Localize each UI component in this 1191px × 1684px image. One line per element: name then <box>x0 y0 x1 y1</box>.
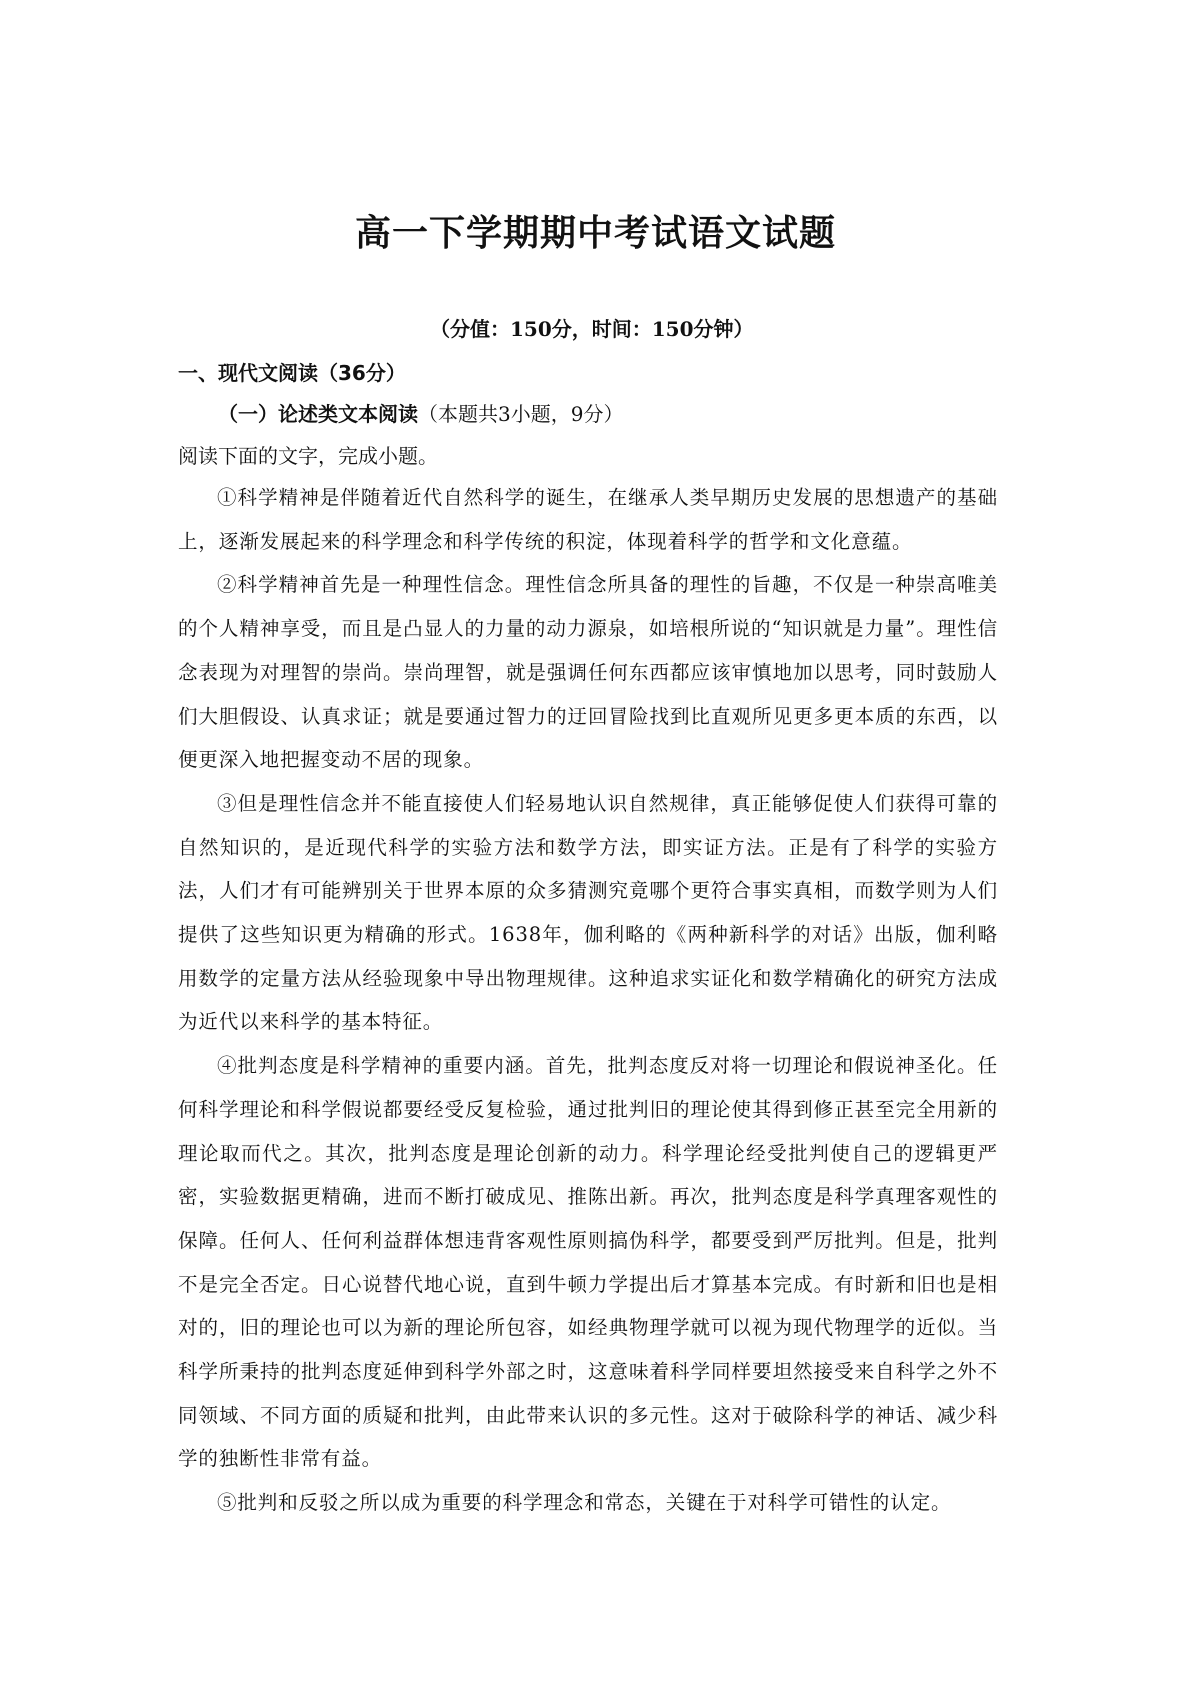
reading-passage <box>178 476 998 1525</box>
exam-title: 高一下学期期中考试语文试题 <box>354 213 836 254</box>
part-heading-note: （本题共3小题，9分） <box>418 402 624 426</box>
passage-paragraph-3: ③但是理性信念并不能直接使人们轻易地认识自然规律，真正能够促使人们获得可靠的自然知识的，是近现代科学的实验方法和数学方法，即实证方法。正是有了科学的实验方法，人们才有可能辨别关于世界本原的众多猜测究竟哪个更符合事实真相，而数学则为人们提供了这些知识更为精确的形式。1638年，伽利略的《两种新科学的对话》出版，伽利略用数学的定量方法从经验现象中导出物理规律。这种追求实证化和数学精确化的研究方法成为近代以来科学的基本特征。 <box>178 791 998 1034</box>
score-time-info: （分值：150分，时间：150分钟） <box>430 317 754 341</box>
passage-paragraph-4: ④批判态度是科学精神的重要内涵。首先，批判态度反对将一切理论和假说神圣化。任何科学理论和科学假说都要经受反复检验，通过批判旧的理论使其得到修正甚至完全用新的理论取而代之。其次，批判态度是理论创新的动力。科学理论经受批判使自己的逻辑更严密，实验数据更精确，进而不断打破成见、推陈出新。再次，批判态度是科学真理客观性的保障。任何人、任何利益群体想违背客观性原则搞伪科学，都要受到严厉批判。但是，批判不是完全否定。日心说替代地心说，直到牛顿力学提出后才算基本完成。有时新和旧也是相对的，旧的理论也可以为新的理论所包容，如经典物理学就可以视为现代物理学的近似。当科学所秉持的批判态度延伸到科学外部之时，这意味着科学同样要坦然接受来自科学之外不同领域、不同方面的质疑和批判，由此带来认识的多元性。这对于破除科学的神话、减少科学的独断性非常有益。 <box>178 1054 998 1471</box>
reading-instruction: 阅读下面的文字，完成小题。 <box>178 444 438 468</box>
part-heading <box>218 398 623 427</box>
section-heading: 一、现代文阅读（36分） <box>178 361 406 385</box>
passage-paragraph-2: ②科学精神首先是一种理性信念。理性信念所具备的理性的旨趣，不仅是一种崇高唯美的个人精神享受，而且是凸显人的力量的动力源泉，如培根所说的“知识就是力量”。理性信念表现为对理智的崇尚。崇尚理智，就是强调任何东西都应该审慎地加以思考，同时鼓励人们大胆假设、认真求证；就是要通过智力的迂回冒险找到比直观所见更多更本质的东西，以便更深入地把握变动不居的现象。 <box>178 573 998 772</box>
passage-paragraph-1: ①科学精神是伴随着近代自然科学的诞生，在继承人类早期历史发展的思想遗产的基础上，逐渐发展起来的科学理念和科学传统的积淀，体现着科学的哲学和文化意蕴。 <box>178 486 998 553</box>
passage-paragraph-5: ⑤批判和反驳之所以成为重要的科学理念和常态，关键在于对科学可错性的认定。 <box>217 1491 952 1515</box>
part-heading-title: （一）论述类文本阅读 <box>218 402 418 426</box>
